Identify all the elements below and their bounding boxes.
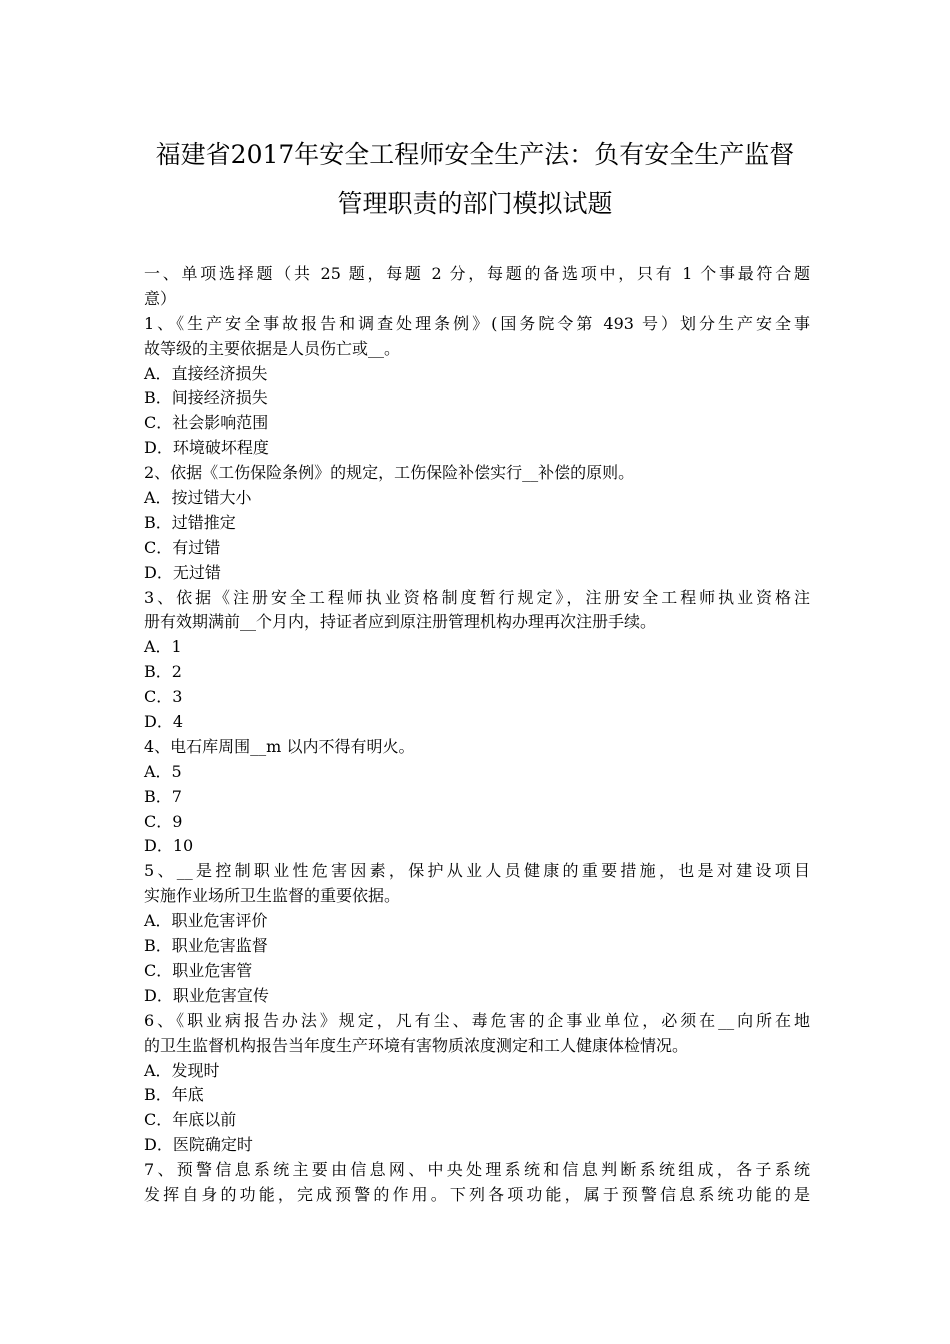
question-stem: 3、依据《注册安全工程师执业资格制度暂行规定》，注册安全工程师执业资格注 — [144, 587, 810, 607]
question-stem: 2、依据《工伤保险条例》的规定，工伤保险补偿实行__补偿的原则。 — [144, 463, 635, 483]
option-a: A．1 — [144, 637, 182, 657]
option-d: D．10 — [144, 836, 194, 856]
document-title-line-1: 福建省2017年安全工程师安全生产法：负有安全生产监督 — [155, 140, 795, 169]
option-c: C．9 — [144, 811, 183, 831]
option-d: D．职业危害宣传 — [144, 985, 269, 1005]
question-4 — [144, 735, 810, 859]
section-heading-continued: 意） — [144, 288, 177, 308]
option-a: A．按过错大小 — [144, 488, 252, 508]
option-c: C．职业危害管 — [144, 960, 253, 980]
option-d: D．4 — [144, 712, 184, 732]
option-b: B．7 — [144, 786, 182, 806]
option-b: B．间接经济损失 — [144, 388, 268, 408]
question-7 — [144, 1158, 810, 1208]
question-1 — [144, 312, 810, 461]
section-heading: 一、单项选择题（共 25 题，每题 2 分，每题的备选项中，只有 1 个事最符合题 — [144, 264, 810, 283]
option-b: B．职业危害监督 — [144, 936, 268, 956]
option-d: D．无过错 — [144, 562, 221, 582]
option-a: A．直接经济损失 — [144, 363, 268, 383]
question-stem: 6、《职业病报告办法》规定，凡有尘、毒危害的企事业单位，必须在__向所在地 — [144, 1010, 810, 1030]
question-stem: 5、__是控制职业性危害因素，保护从业人员健康的重要措施，也是对建设项目 — [144, 861, 810, 881]
option-c: C．有过错 — [144, 537, 221, 557]
question-stem: 故等级的主要依据是人员伤亡或__。 — [144, 338, 401, 358]
option-b: B．年底 — [144, 1085, 204, 1105]
option-d: D．医院确定时 — [144, 1135, 253, 1155]
document-body — [144, 262, 810, 1208]
question-stem: 7、预警信息系统主要由信息网、中央处理系统和信息判断系统组成，各子系统 — [144, 1160, 810, 1180]
option-a: A．发现时 — [144, 1060, 220, 1080]
question-stem: 4、电石库周围__m 以内不得有明火。 — [144, 736, 415, 756]
option-d: D．环境破坏程度 — [144, 438, 269, 458]
option-c: C．3 — [144, 687, 183, 707]
question-stem: 发挥自身的功能，完成预警的作用。下列各项功能，属于预警信息系统功能的是 — [144, 1184, 810, 1204]
document-title-line-2: 管理职责的部门模拟试题 — [337, 189, 613, 218]
question-stem: 册有效期满前__个月内，持证者应到原注册管理机构办理再次注册手续。 — [144, 612, 657, 632]
question-stem: 实施作业场所卫生监督的重要依据。 — [144, 886, 401, 906]
option-a: A．5 — [144, 761, 182, 781]
question-stem: 的卫生监督机构报告当年度生产环境有害物质浓度测定和工人健康体检情况。 — [144, 1035, 689, 1055]
question-stem: 1、《生产安全事故报告和调查处理条例》(国务院令第 493 号）划分生产安全事 — [144, 313, 810, 333]
option-b: B．过错推定 — [144, 512, 236, 532]
question-3 — [144, 586, 810, 735]
question-2 — [144, 461, 810, 585]
option-c: C．社会影响范围 — [144, 413, 269, 433]
option-a: A．职业危害评价 — [144, 911, 268, 931]
option-c: C．年底以前 — [144, 1110, 237, 1130]
option-b: B．2 — [144, 662, 182, 682]
question-6 — [144, 1009, 810, 1158]
question-5 — [144, 859, 810, 1008]
